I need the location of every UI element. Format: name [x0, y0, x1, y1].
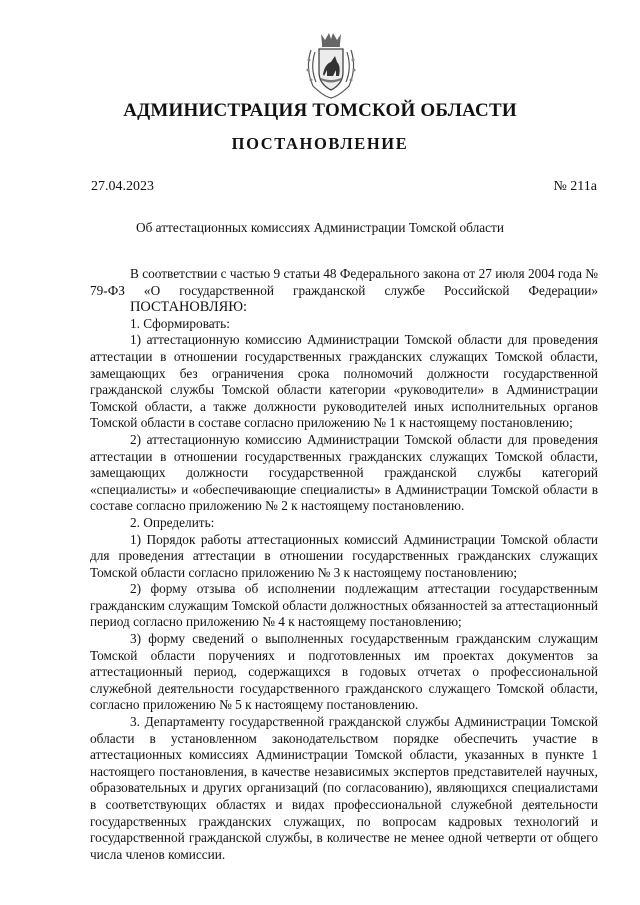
- document-number: № 211а: [553, 179, 597, 194]
- paragraph-resolve: ПОСТАНОВЛЯЮ:: [130, 299, 248, 316]
- document-subject: Об аттестационных комиссиях Администрации Томской области: [135, 220, 504, 235]
- paragraph-item-1-1: 1) аттестационную комиссию Администрации Томской области для проведения аттестации в отношении государственных гражданских служащих Томской области, замещающих без ограничения срока полномочий должности государственной гражданской службы Томской области категории «руководители» в Администрации Томской области, а также должности руководителей иных исполнительных органов Томской области в составе согласно приложению № 1 к настоящему постановлению;: [90, 332, 598, 431]
- organization-title: АДМИНИСТРАЦИЯ ТОМСКОЙ ОБЛАСТИ: [123, 100, 517, 121]
- paragraph-item-2-1: 1) Порядок работы аттестационных комиссий Администрации Томской области для проведения аттестации в отношении государственных гражданских служащих Томской области согласно приложению № 3 к настоящему постановлению;: [90, 531, 598, 580]
- paragraph-item-3: 3. Департаменту государственной гражданской службы Администрации Томской области в установленном законодательством порядке обеспечить участие в аттестационных комиссиях Администрации Томской области, указанных в пункте 1 настоящего постановления, в качестве независимых экспертов представителей научных, образовательных и других организаций (по согласованию), являющихся специалистами в соответствующих областях и видах профессиональной служебной деятельности государственных гражданских служащих, по вопросам кадровых технологий и государственной гражданской службы, в количестве не менее одной четверти от общего числа членов комиссии.: [90, 714, 598, 862]
- paragraph-item-2-3: 3) форму сведений о выполненных государственным гражданским служащим Томской области поручениях и подготовленных им проектах документов за аттестационный период, содержащихся в годовых отчетах о профессиональной служебной деятельности государственного гражданского служащего Томской области, согласно приложению № 5 к настоящему постановлению.: [90, 631, 598, 713]
- document-date: 27.04.2023: [91, 179, 154, 194]
- coat-of-arms-icon: [301, 30, 361, 100]
- paragraph-item-1: 1. Сформировать:: [130, 315, 230, 331]
- document-type: ПОСТАНОВЛЕНИЕ: [231, 134, 409, 153]
- paragraph-preamble: В соответствии с частью 9 статьи 48 Федерального закона от 27 июля 2004 года № 79-ФЗ «О государственной гражданской службе Российской Федерации»: [90, 266, 598, 298]
- paragraph-item-2-2: 2) форму отзыва об исполнении подлежащим аттестации государственным гражданским служащим Томской области должностных обязанностей за аттестационный период согласно приложению № 4 к настоящему постановлению;: [90, 581, 598, 630]
- document-body: [90, 266, 598, 863]
- paragraph-item-1-2: 2) аттестационную комиссию Администрации Томской области для проведения аттестации в отношении государственных гражданских служащих Томской области, замещающих должности государственной гражданской службы категорий «специалисты» и «обеспечивающие специалисты» в Администрации Томской области в составе согласно приложению № 2 к настоящему постановлению.: [90, 431, 598, 514]
- paragraph-item-2: 2. Определить:: [130, 514, 215, 530]
